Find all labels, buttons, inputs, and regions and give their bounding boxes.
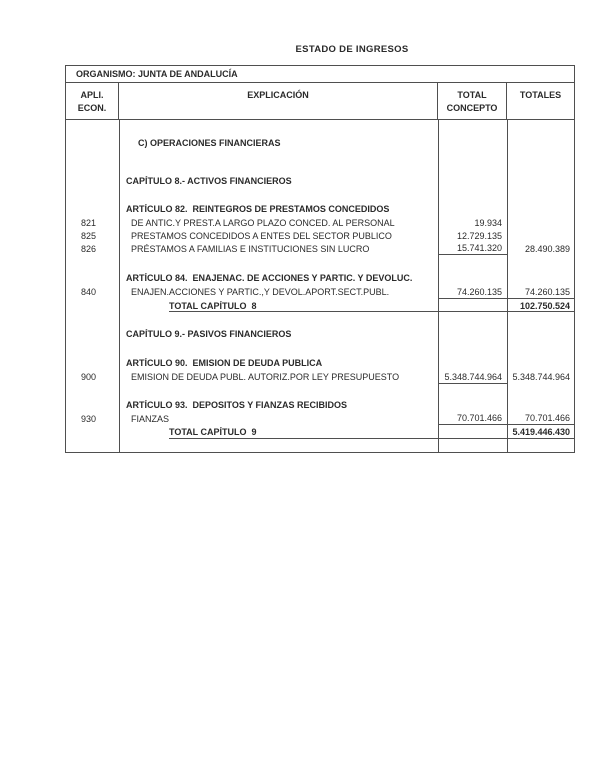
apli-code: 821: [80, 217, 97, 228]
totales-value: [507, 136, 574, 150]
total-concepto-value: [438, 136, 507, 150]
explanation-text: CAPÍTULO 8.- ACTIVOS FINANCIEROS: [126, 176, 292, 186]
total-concepto-value: [438, 425, 507, 439]
total-concepto-value: [438, 202, 507, 216]
table-row: [66, 271, 574, 285]
income-table: [65, 65, 575, 453]
explanation-text: ARTÍCULO 84. ENAJENAC. DE ACCIONES Y PARTIC. Y DEVOLUC.: [126, 273, 413, 283]
spacer-row: [66, 120, 574, 136]
explanation-text: CAPÍTULO 9.- PASIVOS FINANCIEROS: [126, 329, 292, 339]
table-row: [66, 412, 574, 425]
explanation-text: PRÉSTAMOS A FAMILIAS E INSTITUCIONES SIN LUCRO: [131, 243, 370, 254]
column-header-total-concepto: [438, 83, 507, 119]
apli-code: 840: [80, 287, 97, 297]
explanation-text: ENAJEN.ACCIONES Y PARTIC.,Y DEVOL.APORT.SECT.PUBL.: [131, 287, 390, 297]
totales-value: 5.348.744.964: [512, 372, 570, 382]
column-header-apli-econ: [66, 83, 119, 119]
table-row: [66, 327, 574, 341]
table-row: [66, 398, 574, 412]
table-body: [66, 120, 574, 452]
totales-value: [507, 216, 574, 229]
table-row: [66, 202, 574, 216]
spacer-row: [66, 312, 574, 327]
total-concepto-value: [438, 327, 507, 341]
apli-code: 826: [80, 243, 97, 254]
totales-value: 74.260.135: [507, 285, 574, 299]
total-concepto-value: 74.260.135: [438, 285, 507, 299]
total-concepto-value: [438, 174, 507, 188]
apli-code: 900: [80, 372, 97, 382]
column-header-apli-line2: ECON.: [77, 103, 107, 113]
spacer-row: [66, 150, 574, 174]
total-concepto-value: [438, 271, 507, 285]
explanation-text: C) OPERACIONES FINANCIERAS: [138, 138, 281, 148]
total-concepto-value: 5.348.744.964: [438, 370, 507, 384]
explanation-text: TOTAL CAPÍTULO 8: [169, 300, 257, 311]
table-row: [66, 285, 574, 299]
total-concepto-value: 15.741.320: [438, 242, 507, 255]
totales-value: 5.419.446.430: [512, 427, 570, 437]
totales-value: 102.750.524: [519, 300, 570, 311]
total-rule-line: [169, 438, 574, 439]
table-header: [66, 83, 574, 120]
table-row: [66, 242, 574, 255]
total-concepto-value: [438, 398, 507, 412]
total-concepto-value: [438, 356, 507, 370]
totales-value: [507, 398, 574, 412]
explanation-text: ARTÍCULO 90. EMISION DE DEUDA PUBLICA: [126, 358, 323, 368]
spacer-row: [66, 188, 574, 202]
spacer-row: [66, 255, 574, 271]
table-row: [66, 425, 574, 439]
table-row: [66, 370, 574, 384]
explanation-text: TOTAL CAPÍTULO 9: [169, 427, 257, 437]
organism-row: [66, 66, 574, 83]
column-header-tc-line2: CONCEPTO: [446, 103, 498, 113]
totales-value: [507, 174, 574, 188]
column-header-explicacion: EXPLICACIÓN: [119, 83, 438, 119]
totales-value: [507, 356, 574, 370]
explanation-text: PRESTAMOS CONCEDIDOS A ENTES DEL SECTOR PUBLICO: [131, 230, 392, 241]
total-concepto-value: 70.701.466: [438, 412, 507, 425]
totales-value: 70.701.466: [507, 412, 574, 425]
table-row: [66, 216, 574, 229]
table-row: [66, 356, 574, 370]
table-row: [66, 229, 574, 242]
spacer-row: [66, 341, 574, 356]
totales-value: 28.490.389: [524, 243, 570, 254]
page-title: ESTADO DE INGRESOS: [295, 44, 409, 55]
totales-value: [507, 229, 574, 242]
total-concepto-value: 19.934: [474, 217, 502, 228]
explanation-text: EMISION DE DEUDA PUBL. AUTORIZ.POR LEY PRESUPUESTO: [131, 372, 400, 382]
totales-value: [507, 202, 574, 216]
spacer-row: [66, 384, 574, 398]
apli-code: 825: [80, 230, 97, 241]
column-header-totales: TOTALES: [519, 90, 562, 100]
column-header-tc-line1: TOTAL: [457, 90, 487, 100]
table-row: [66, 174, 574, 188]
explanation-text: FIANZAS: [131, 413, 170, 424]
totales-value: [507, 271, 574, 285]
organism-label: ORGANISMO: JUNTA DE ANDALUCÍA: [76, 69, 238, 79]
totales-value: [507, 327, 574, 341]
column-header-apli-line1: APLI.: [80, 90, 104, 100]
explanation-text: DE ANTIC.Y PREST.A LARGO PLAZO CONCED. AL PERSONAL: [131, 217, 395, 228]
total-concepto-value: 12.729.135: [456, 230, 502, 241]
explanation-text: ARTÍCULO 93. DEPOSITOS Y FIANZAS RECIBIDOS: [126, 400, 348, 410]
table-row: [66, 136, 574, 150]
table-row: [66, 299, 574, 312]
explanation-text: ARTÍCULO 82. REINTEGROS DE PRESTAMOS CONCEDIDOS: [126, 204, 390, 214]
apli-code: 930: [80, 413, 97, 424]
